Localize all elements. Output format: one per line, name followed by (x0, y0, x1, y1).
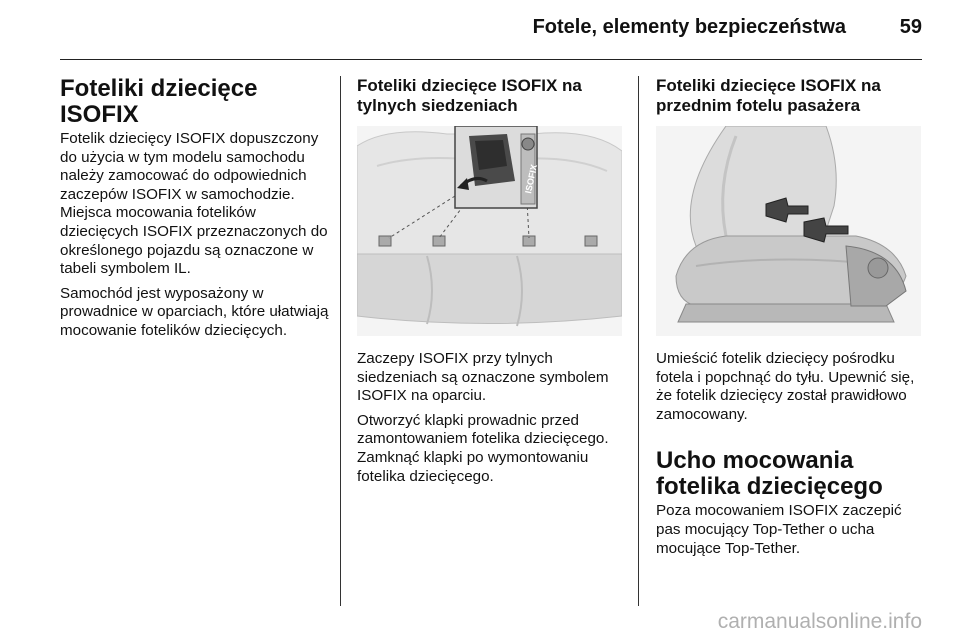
heading-front-passenger: Foteliki dziecięce ISOFIX na przednim fotelu pasażera (656, 76, 881, 115)
heading-isofix: Foteliki dziecięce ISOFIX (60, 75, 258, 128)
paragraph: Samochód jest wyposażony w prowadnice w oparciach, które ułatwiają mocowanie fotelików dziecięcych. (60, 284, 329, 339)
heading-top-tether: Ucho mocowania fotelika dziecięcego (656, 447, 883, 501)
column-divider (340, 76, 341, 606)
rear-seat-drawing (357, 126, 622, 336)
page-header (60, 0, 922, 60)
column-divider (638, 76, 639, 606)
page-number: 59 (899, 16, 922, 38)
paragraph: Zaczepy ISOFIX przy tylnych siedzeniach są oznaczone symbolem ISOFIX na oparciu. (357, 350, 609, 405)
column-rear-seats (357, 76, 622, 492)
front-seat-drawing (656, 126, 921, 336)
paragraph: Umieścić fotelik dziecięcy pośrodku fotela i popchnąć do tyłu. Upewnić się, że fotelik dziecięcy został prawidłowo zamocowany. (656, 350, 915, 423)
paragraph: Poza mocowaniem ISOFIX zaczepić pas mocujący Top-Tether o ucha mocujące Top-Tether. (656, 502, 902, 557)
rear-seat-isofix-illustration (357, 126, 622, 336)
column-isofix-intro (60, 76, 330, 347)
heading-rear-seats: Foteliki dziecięce ISOFIX na tylnych siedzeniach (357, 76, 582, 115)
paragraph: Otworzyć klapki prowadnic przed zamontowaniem fotelika dziecięcego. Zamknąć klapki po wymontowaniu fotelika dziecięcego. (357, 411, 609, 485)
watermark: carmanualsonline.info (717, 610, 922, 633)
paragraph: Fotelik dziecięcy ISOFIX dopuszczony do użycia w tym modelu samochodu należy zamocować do odpowiednich zaczepów ISOFIX w samochodzie. Miejsca mocowania fotelików dziecięcych ISOFIX przeznaczonych do określonego pojazdu są oznaczone w tabeli symbolem IL. (60, 130, 328, 278)
isofix-marking: ISOFIX (523, 163, 540, 195)
section-title: Fotele, elementy bezpieczeństwa (532, 16, 846, 38)
column-front-passenger (656, 76, 921, 564)
front-seat-illustration (656, 126, 921, 336)
